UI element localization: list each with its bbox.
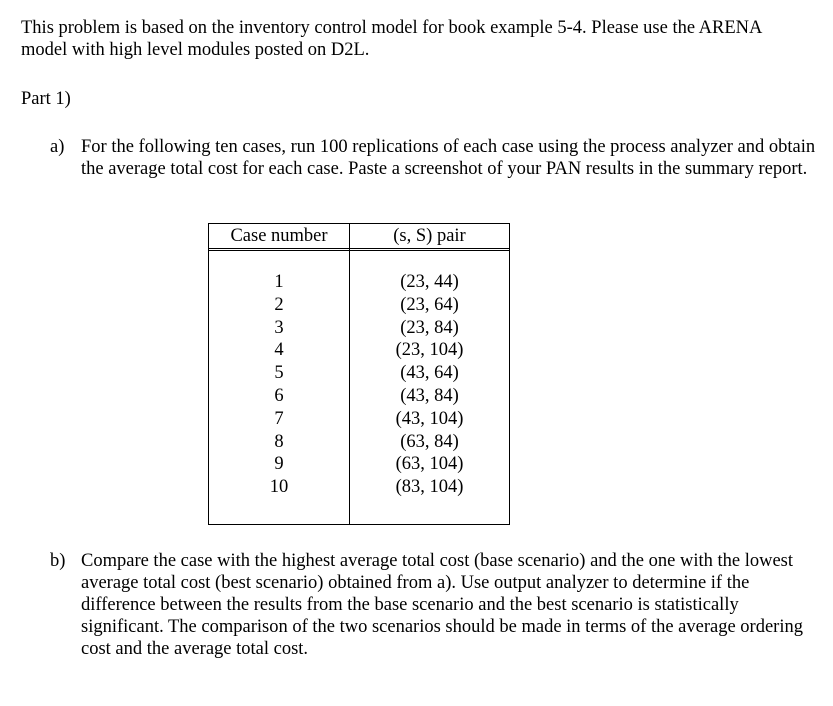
s-s-pair-cell: (43, 104) <box>395 408 464 429</box>
intro-paragraph: This problem is based on the inventory control model for book example 5-4. Please use the ARENA model with high level modules posted on D2L. <box>21 18 762 60</box>
case-number-cell: 4 <box>274 340 284 361</box>
case-number-column <box>209 271 349 499</box>
s-s-pair-cell: (23, 104) <box>395 340 464 361</box>
s-s-pair-cell: (63, 104) <box>395 454 464 475</box>
case-number-cell: 6 <box>274 385 284 406</box>
s-s-pair-cell: (63, 84) <box>400 431 459 452</box>
case-number-cell: 2 <box>274 294 284 315</box>
header-case-number: Case number <box>230 226 328 246</box>
s-s-pair-column <box>350 271 509 499</box>
case-number-cell: 10 <box>269 477 289 498</box>
question-a <box>50 136 820 180</box>
s-s-pair-cell: (23, 84) <box>400 317 459 338</box>
case-number-cell: 1 <box>274 272 284 292</box>
s-s-pair-cell: (23, 64) <box>400 294 459 315</box>
s-s-pair-cell: (43, 84) <box>400 385 459 406</box>
question-a-marker: a) <box>50 137 65 157</box>
case-number-cell: 3 <box>274 317 284 338</box>
cases-table <box>208 223 510 525</box>
case-number-cell: 5 <box>274 363 284 384</box>
question-b-text: Compare the case with the highest average total cost (base scenario) and the one with the lowest average total cost (best scenario) obtained from a). Use output analyzer to determine if the difference between the results from the base scenario and the best scenario is statistically significant. The comparison of the two scenarios should be made in terms of the average ordering cost and the average total cost. <box>81 551 803 659</box>
s-s-pair-cell: (83, 104) <box>395 477 464 498</box>
case-number-cell: 9 <box>274 454 284 475</box>
header-rule <box>209 248 509 251</box>
s-s-pair-cell: (23, 44) <box>400 272 459 292</box>
header-s-s-pair: (s, S) pair <box>393 226 466 246</box>
part-heading: Part 1) <box>21 89 71 109</box>
question-b-marker: b) <box>50 551 66 571</box>
s-s-pair-cell: (43, 64) <box>400 363 459 384</box>
case-number-cell: 8 <box>274 431 284 452</box>
question-a-text: For the following ten cases, run 100 replications of each case using the process analyzer and obtain the average total cost for each case. Paste a screenshot of your PAN results in the summary report. <box>81 137 816 179</box>
question-b <box>50 550 820 660</box>
case-number-cell: 7 <box>274 408 284 429</box>
